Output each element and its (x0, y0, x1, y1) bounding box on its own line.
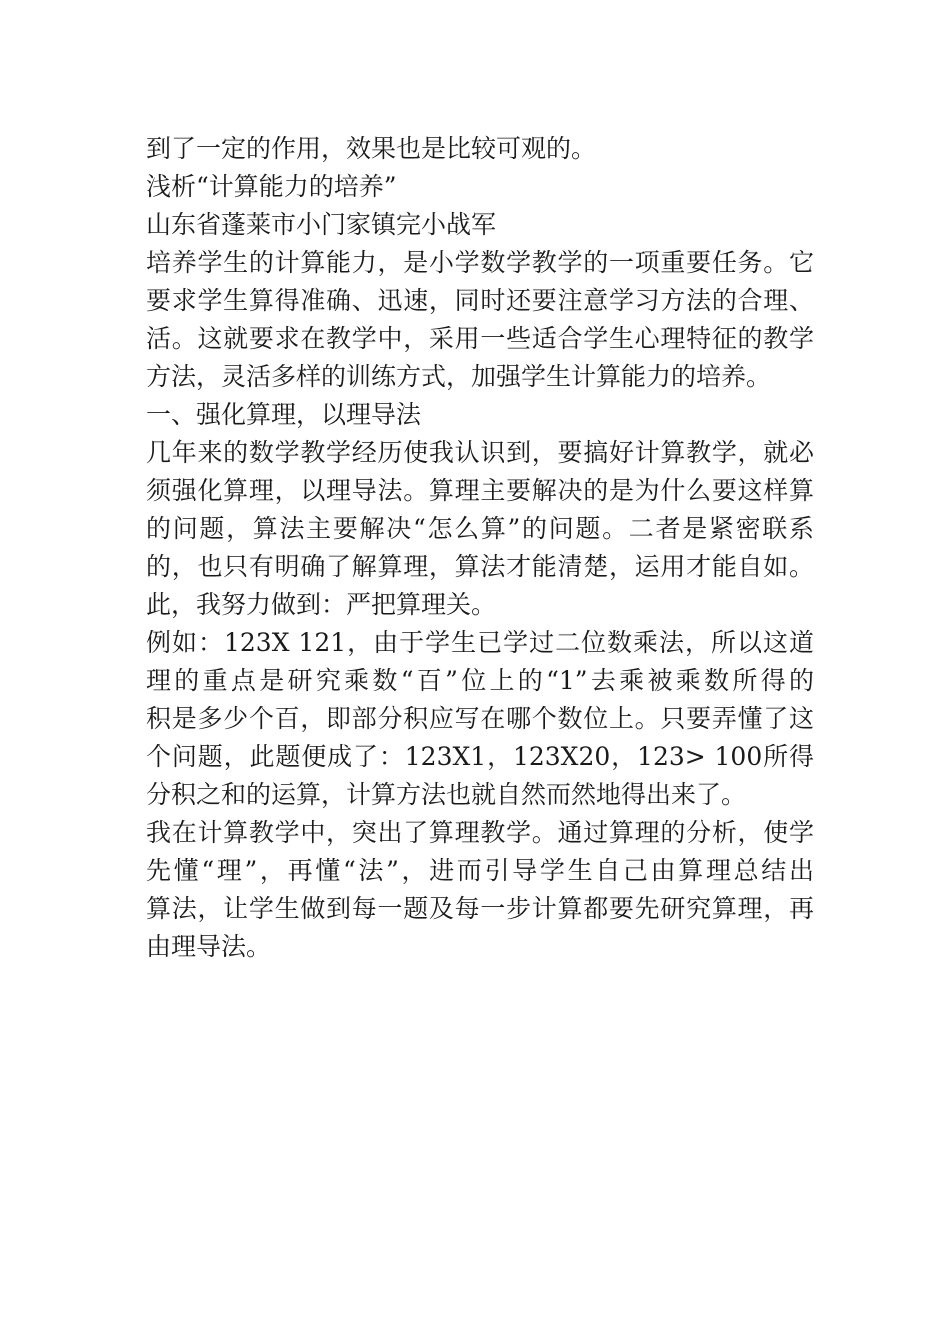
text-line: 分积之和的运算，计算方法也就自然而然地得出来了。 (146, 780, 747, 809)
text-line: 理的重点是研究乘数“百”位上的“1”去乘被乘数所得的 (146, 666, 814, 695)
text-line: 到了一定的作用，效果也是比较可观的。 (146, 134, 597, 163)
text-line: 须强化算理，以理导法。算理主要解决的是为什么要这样算 (146, 476, 814, 505)
text-line: 积是多少个百，即部分积应写在哪个数位上。只要弄懂了这 (146, 704, 814, 733)
text-line: 个问题，此题便成了：123X1，123X20，123> 100所得 (146, 742, 814, 771)
text-line: 例如：123X 121，由于学生已学过二位数乘法，所以这道 (146, 628, 814, 657)
text-line: 我在计算教学中，突出了算理教学。通过算理的分析，使学 (146, 818, 814, 847)
author-line: 山东省蓬莱市小门家镇完小战军 (146, 210, 497, 239)
text-line: 先懂“理”，再懂“法”，进而引导学生自己由算理总结出 (146, 856, 814, 885)
text-line: 培养学生的计算能力，是小学数学教学的一项重要任务。它 (146, 248, 814, 277)
text-line: 此，我努力做到：严把算理关。 (146, 590, 497, 619)
text-line: 由理导法。 (146, 932, 272, 961)
text-line: 要求学生算得准确、迅速，同时还要注意学习方法的合理、 (146, 286, 814, 315)
section-title: 浅析“计算能力的培养” (146, 172, 397, 201)
text-line: 方法，灵活多样的训练方式，加强学生计算能力的培养。 (146, 362, 772, 391)
text-line: 几年来的数学教学经历使我认识到，要搞好计算教学，就必 (146, 438, 814, 467)
text-line: 的问题，算法主要解决“怎么算”的问题。二者是紧密联系 (146, 514, 814, 543)
text-line: 算法，让学生做到每一题及每一步计算都要先研究算理，再 (146, 894, 814, 923)
text-line: 的，也只有明确了解算理，算法才能清楚，运用才能自如。 (146, 552, 814, 581)
subsection-heading: 一、强化算理，以理导法 (146, 400, 422, 429)
text-line: 活。这就要求在教学中，采用一些适合学生心理特征的教学 (146, 324, 814, 353)
document-body (146, 130, 814, 966)
